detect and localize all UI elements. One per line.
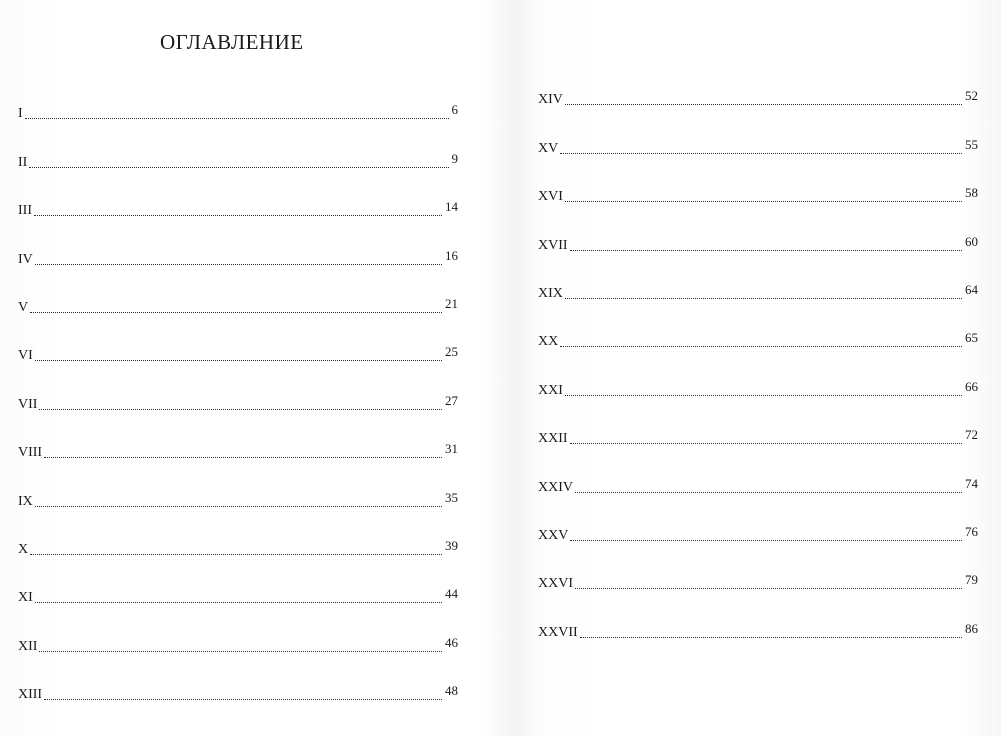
dot-leader xyxy=(35,359,442,361)
dot-leader xyxy=(35,505,442,507)
chapter-number: XXV xyxy=(538,527,569,543)
chapter-number: XI xyxy=(18,590,33,606)
dot-leader xyxy=(560,345,962,347)
page-number: 46 xyxy=(445,634,458,650)
page-number: 58 xyxy=(965,185,978,201)
dot-leader xyxy=(30,553,442,555)
toc-entry xyxy=(18,461,458,509)
toc-entry xyxy=(18,606,458,654)
dot-leader xyxy=(575,587,962,589)
toc-entry xyxy=(538,60,978,108)
page-number: 21 xyxy=(445,295,458,311)
dot-leader xyxy=(565,394,962,396)
chapter-number: VI xyxy=(18,348,33,364)
chapter-number: IX xyxy=(18,493,33,509)
dot-leader xyxy=(575,491,962,493)
dot-leader xyxy=(35,601,442,603)
toc-entry xyxy=(18,122,458,170)
toc-entry xyxy=(18,413,458,461)
chapter-number: XXVI xyxy=(538,576,573,592)
toc-entry xyxy=(538,447,978,495)
toc-entry xyxy=(18,171,458,219)
page-number: 35 xyxy=(445,489,458,505)
dot-leader xyxy=(35,263,442,265)
toc-entry xyxy=(538,350,978,398)
page-number: 86 xyxy=(965,620,978,636)
toc-left-column xyxy=(18,74,458,703)
dot-leader xyxy=(570,442,962,444)
toc-entry xyxy=(18,74,458,122)
dot-leader xyxy=(30,311,442,313)
toc-entry xyxy=(18,364,458,412)
dot-leader xyxy=(25,117,449,119)
page-number: 65 xyxy=(965,330,978,346)
chapter-number: XX xyxy=(538,334,559,350)
page-number: 6 xyxy=(451,102,458,118)
page-number: 66 xyxy=(965,378,978,394)
page-number: 48 xyxy=(445,683,458,699)
dot-leader xyxy=(580,636,962,638)
chapter-number: XVI xyxy=(538,189,563,205)
dot-leader xyxy=(565,297,962,299)
page-number: 27 xyxy=(445,392,458,408)
page-number: 60 xyxy=(965,233,978,249)
chapter-number: VII xyxy=(18,396,38,412)
dot-leader xyxy=(570,249,962,251)
page-number: 52 xyxy=(965,88,978,104)
toc-entry xyxy=(538,592,978,640)
chapter-number: XII xyxy=(18,638,38,654)
page-number: 9 xyxy=(451,150,458,166)
page-number: 74 xyxy=(965,475,978,491)
chapter-number: XXIV xyxy=(538,479,573,495)
page-title: ОГЛАВЛЕНИЕ xyxy=(160,30,304,54)
chapter-number: III xyxy=(18,203,32,219)
page-number: 64 xyxy=(965,281,978,297)
toc-right-column xyxy=(538,60,978,641)
dot-leader xyxy=(34,214,442,216)
dot-leader xyxy=(44,456,442,458)
toc-entry xyxy=(18,558,458,606)
page-number: 14 xyxy=(445,199,458,215)
chapter-number: XXII xyxy=(538,431,568,447)
page-number: 44 xyxy=(445,586,458,602)
toc-entry xyxy=(538,205,978,253)
chapter-number: XIII xyxy=(18,687,43,703)
page-number: 72 xyxy=(965,427,978,443)
toc-entry xyxy=(18,655,458,703)
page-number: 39 xyxy=(445,537,458,553)
toc-entry xyxy=(538,544,978,592)
chapter-number: XXI xyxy=(538,382,563,398)
dot-leader xyxy=(39,408,442,410)
chapter-number: V xyxy=(18,299,29,315)
chapter-number: XXVII xyxy=(538,624,578,640)
chapter-number: IV xyxy=(18,251,33,267)
toc-entry xyxy=(538,157,978,205)
toc-entry xyxy=(538,254,978,302)
toc-entry xyxy=(538,496,978,544)
toc-entry xyxy=(538,399,978,447)
dot-leader xyxy=(565,103,962,105)
page-number: 25 xyxy=(445,344,458,360)
chapter-number: XVII xyxy=(538,237,568,253)
toc-entry xyxy=(538,302,978,350)
dot-leader xyxy=(29,166,448,168)
chapter-number: XV xyxy=(538,140,559,156)
toc-entry xyxy=(18,268,458,316)
page-number: 76 xyxy=(965,523,978,539)
dot-leader xyxy=(560,152,962,154)
dot-leader xyxy=(44,698,442,700)
chapter-number: X xyxy=(18,541,29,557)
toc-entry xyxy=(18,316,458,364)
chapter-number: I xyxy=(18,106,23,122)
chapter-number: XIX xyxy=(538,285,563,301)
toc-entry xyxy=(18,219,458,267)
toc-entry xyxy=(18,510,458,558)
chapter-number: XIV xyxy=(538,92,563,108)
page-number: 16 xyxy=(445,247,458,263)
dot-leader xyxy=(570,539,962,541)
page-number: 79 xyxy=(965,572,978,588)
toc-entry xyxy=(538,108,978,156)
page-number: 31 xyxy=(445,441,458,457)
chapter-number: VIII xyxy=(18,445,43,461)
dot-leader xyxy=(39,650,442,652)
chapter-number: II xyxy=(18,154,28,170)
dot-leader xyxy=(565,200,962,202)
page-number: 55 xyxy=(965,136,978,152)
